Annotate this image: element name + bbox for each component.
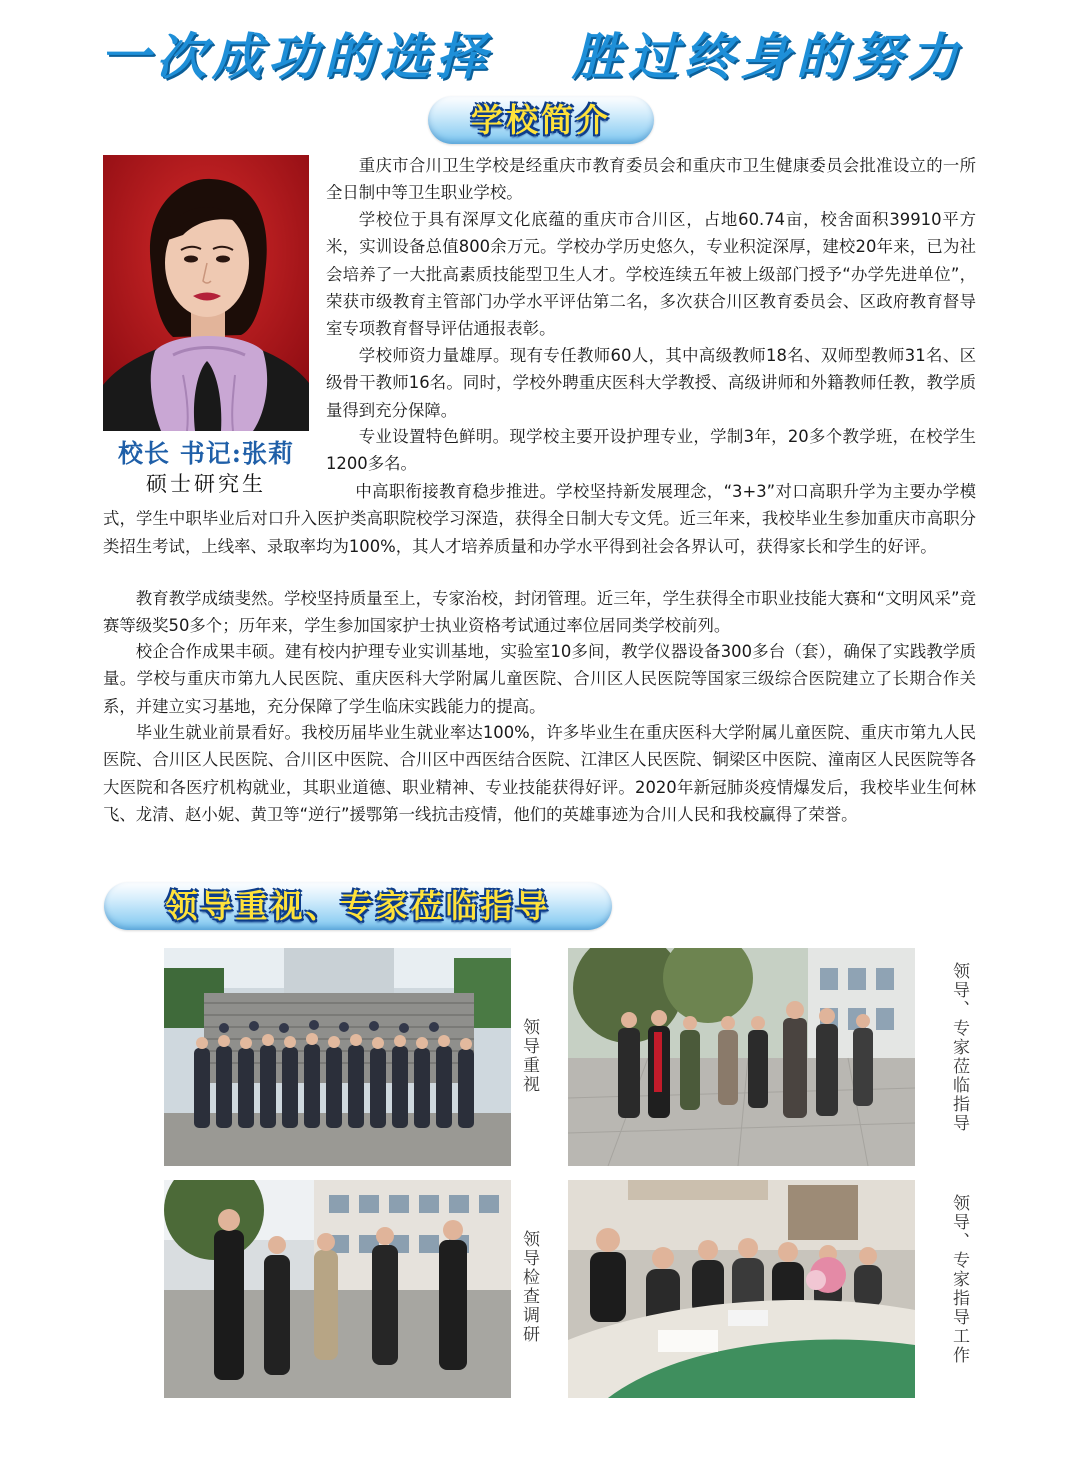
- caption-photo-3: 领导检查调研: [519, 1230, 539, 1344]
- slogan-left: 一次成功的选择: [100, 28, 492, 86]
- caption-photo-2: 领导、专家莅临指导: [949, 962, 969, 1133]
- intro-paragraph: 学校师资力量雄厚。现有专任教师60人，其中高级教师18名、双师型教师31名、区级骨干教师16名。同时，学校外聘重庆医科大学教授、高级讲师和外籍教师任教，教学质量得到充分保障。: [326, 346, 976, 420]
- intro-paragraph: 专业设置特色鲜明。现学校主要开设护理专业，学制3年，20多个教学班，在校学生1200多名。: [326, 427, 976, 474]
- intro-paragraph: 校企合作成果丰硕。建有校内护理专业实训基地，实验室10多间，教学仪器设备300多台（套），确保了实践教学质量。学校与重庆市第九人民医院、重庆医科大学附属儿童医院、合川区人民医院等国家三级综合医院建立了长期合作关系，并建立实习基地，充分保障了学生临床实践能力的提高。: [103, 642, 976, 716]
- principal-name: 校长 书记:张莉: [118, 439, 294, 468]
- section-title-intro: 学校简介: [428, 96, 654, 144]
- slogan-right: 胜过终身的努力: [572, 28, 964, 86]
- intro-paragraph: 毕业生就业前景看好。我校历届毕业生就业率达100%，许多毕业生在重庆医科大学附属儿童医院、重庆市第九人民医院、合川区人民医院、合川区中医院、合川区中西医结合医院、江津区人民医院、铜梁区中医院、潼南区人民医院等各大医院和各医疗机构就业，其职业道德、职业精神、专业技能获得好评。2020年新冠肺炎疫情爆发后，我校毕业生何林飞、龙清、赵小妮、黄卫等“逆行”援鄂第一线抗击疫情，他们的英雄事迹为合川人民和我校赢得了荣誉。: [103, 723, 976, 824]
- photo-experts-visit: [568, 948, 915, 1166]
- caption-photo-4: 领导、专家指导工作: [949, 1194, 969, 1365]
- photo-inspection: [164, 1180, 511, 1398]
- intro-paragraph: 重庆市合川卫生学校是经重庆市教育委员会和重庆市卫生健康委员会批准设立的一所全日制中等卫生职业学校。: [326, 156, 976, 203]
- intro-paragraph: 教育教学成绩斐然。学校坚持质量至上，专家治校，封闭管理。近三年，学生获得全市职业技能大赛和“文明风采”竞赛等级奖50多个；历年来，学生参加国家护士执业资格考试通过率位居同类学校前列。: [103, 589, 976, 636]
- intro-paragraph: 中高职衔接教育稳步推进。学校坚持新发展理念，“3+3”对口高职升学为主要办学模式，学生中职毕业后对口升入医护类高职院校学习深造，获得全日制大专文凭。近三年来，我校毕业生参加重庆市高职分类招生考试，上线率、录取率均为100%，其人才培养质量和办学水平得到社会各界认可，获得家长和学生的好评。: [103, 482, 976, 556]
- intro-paragraph: 学校位于具有深厚文化底蕴的重庆市合川区，占地60.74亩，校舍面积39910平方米，实训设备总值800余万元。学校办学历史悠久，专业积淀深厚，建校20年来，已为社会培养了一大批高素质技能型卫生人才。学校连续五年被上级部门授予“办学先进单位”，荣获市级教育主管部门办学水平评估第二名，多次获合川区教育委员会、区政府教育督导室专项教育督导评估通报表彰。: [326, 210, 976, 339]
- section-title-leaders: 领导重视、专家莅临指导: [104, 882, 612, 930]
- slogan-banner: [0, 22, 1080, 92]
- principal-degree: 硕士研究生: [146, 472, 266, 496]
- photo-meeting: [568, 1180, 915, 1398]
- caption-photo-1: 领导重视: [519, 1018, 539, 1094]
- principal-portrait: [103, 155, 309, 431]
- photo-leaders-group: [164, 948, 511, 1166]
